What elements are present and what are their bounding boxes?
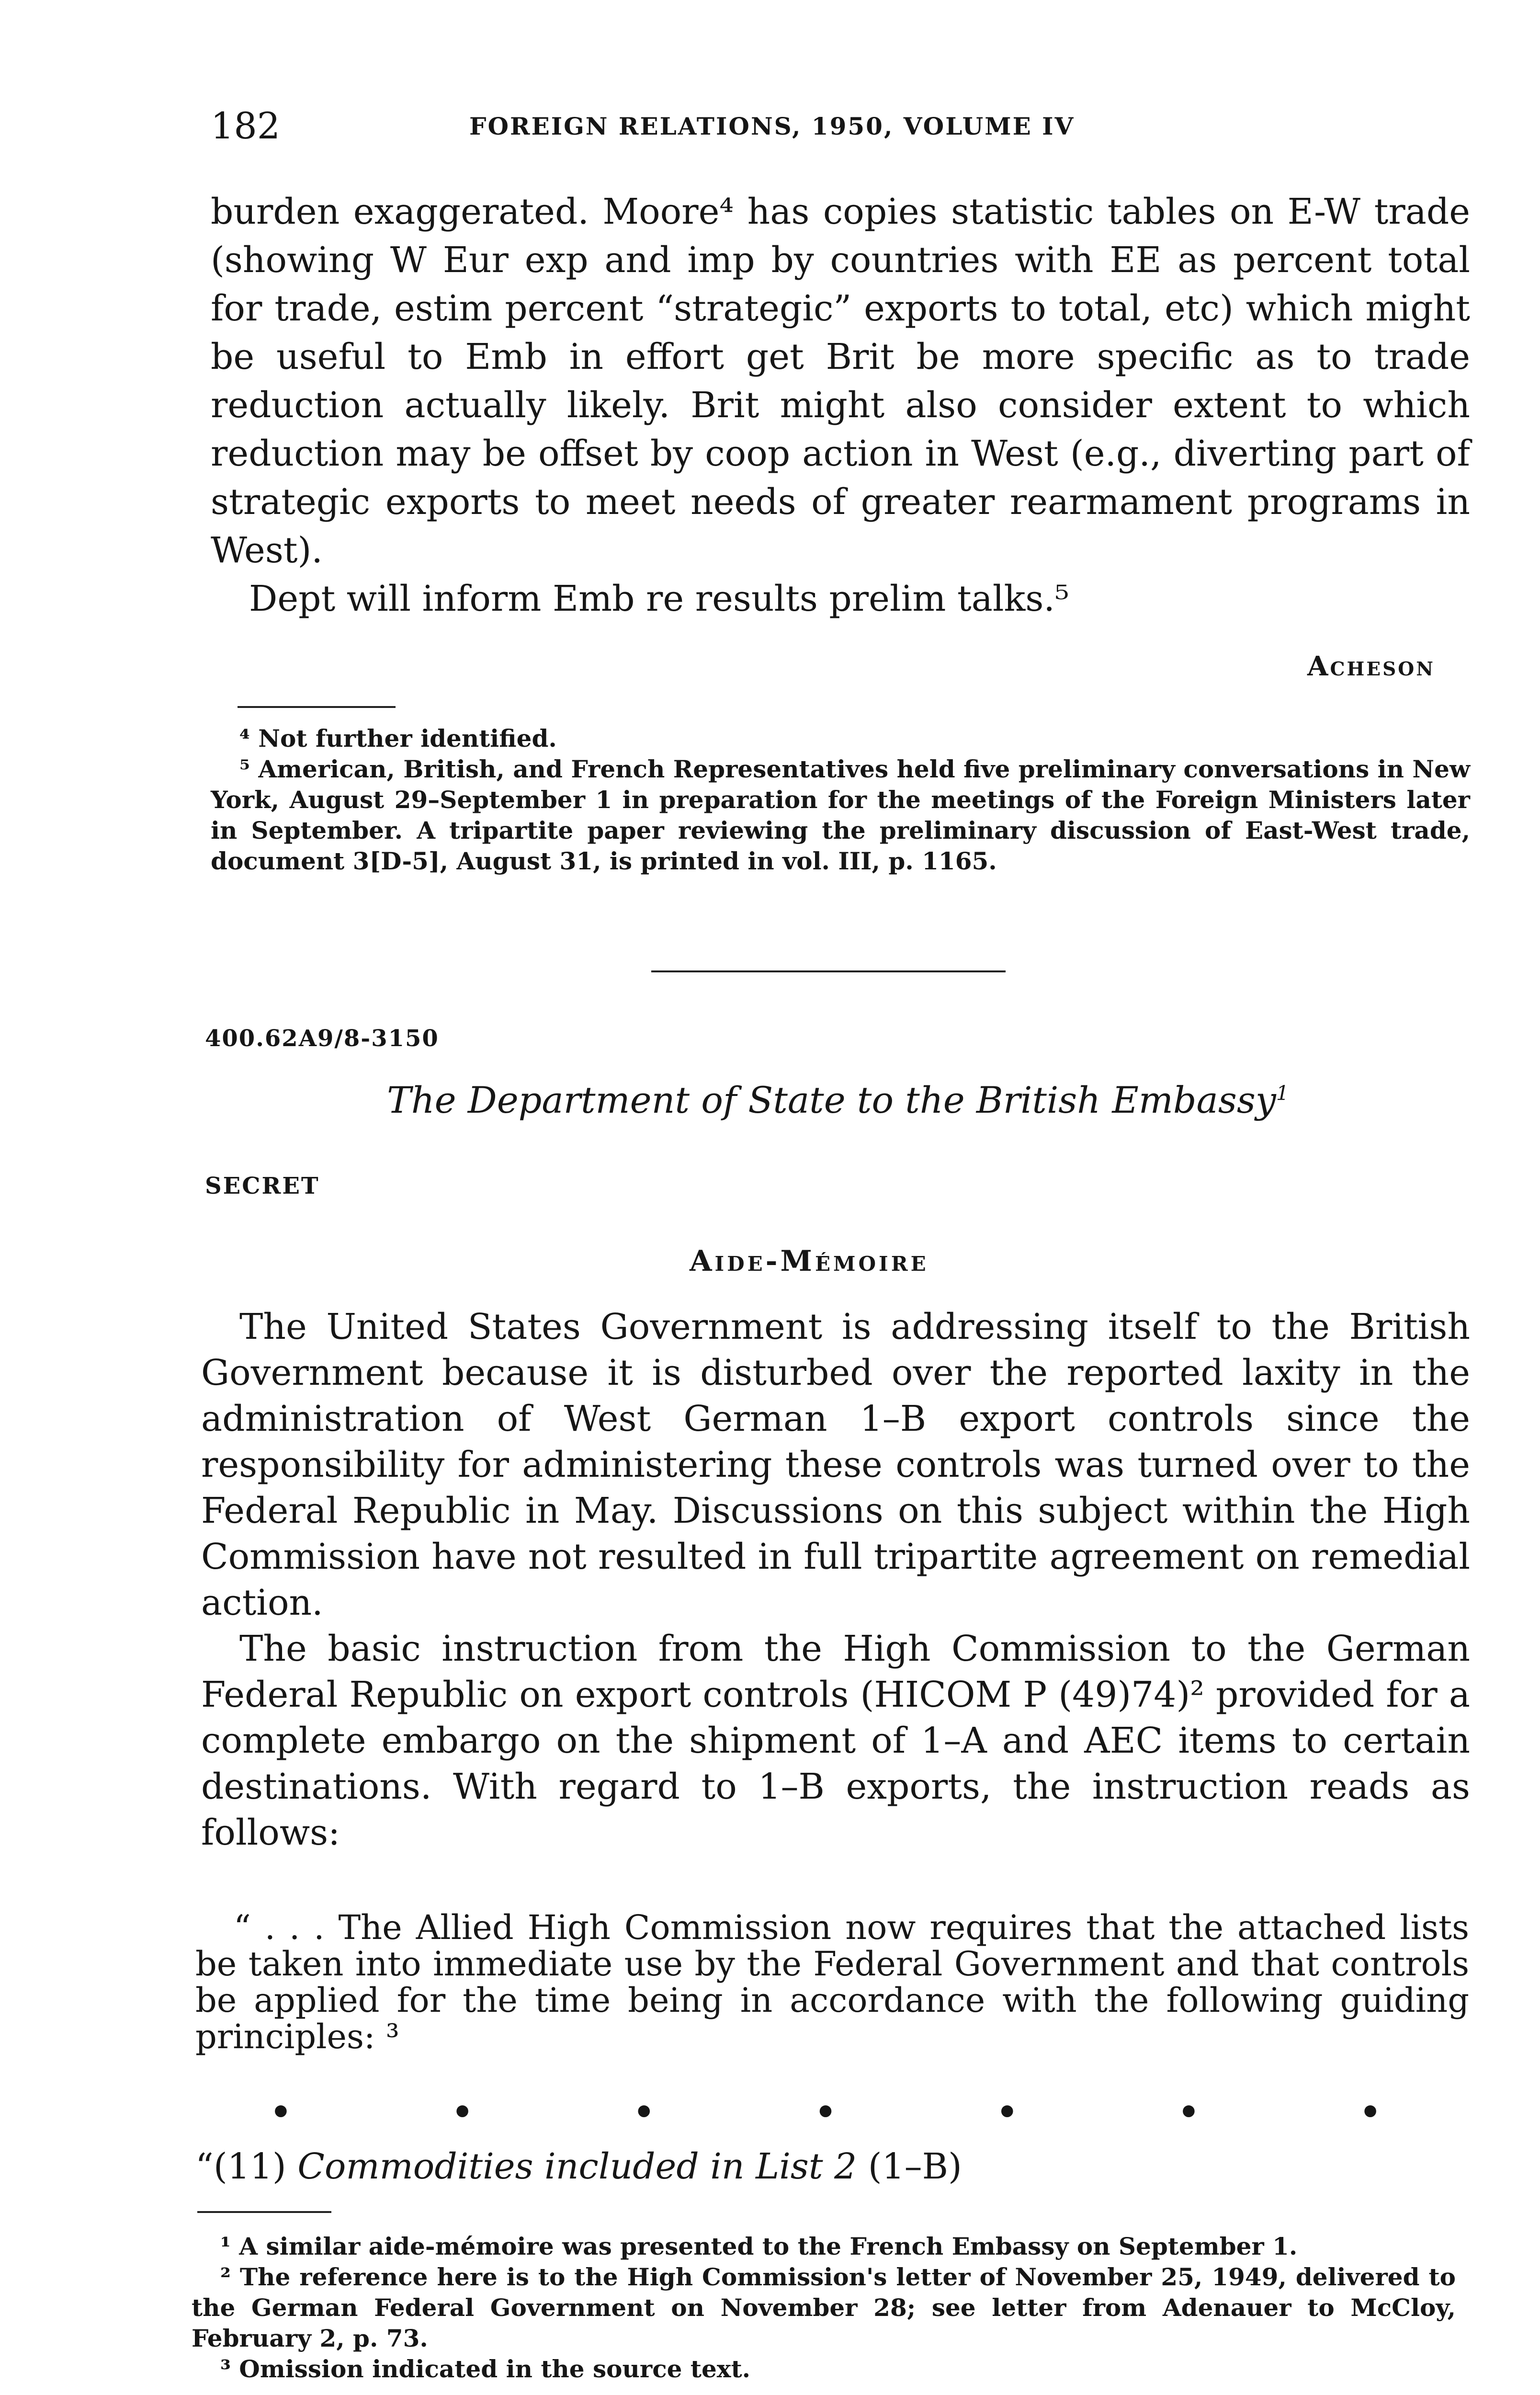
omission-dot: • — [270, 2092, 292, 2132]
signature: Acheson — [1307, 650, 1435, 682]
quote-text: “ . . . The Allied High Commission now requires that the attached lists be taken into immediate use by the Federal Government and that controls be applied for the time being in accordance with the following guiding principles: ³ — [195, 1908, 1469, 2056]
omission-dot: • — [1359, 2092, 1381, 2132]
footnote: ³ Omission indicated in the source text. — [220, 2355, 751, 2383]
continued-paragraph: burden exaggerated. Moore⁴ has copies statistic tables on E-W trade (showing W Eur exp and imp by countries with EE as percent total for trade, estim percent “strategic” exports to total, etc) which might be useful to Emb in effort get Brit be more specific as to trade reduction actually likely. Brit might also consider extent to which reduction may be offset by coop action in West (e.g., diverting part of strategic exports to meet needs of greater rearmament programs in West). — [211, 191, 1470, 571]
list-heading — [195, 2146, 962, 2187]
footnotes-top — [211, 723, 1470, 877]
footnote: ⁵ American, British, and French Representatives held five preliminary conversations in New York, August 29–September 1 in preparation for the meetings of the Foreign Ministers later in September. A tripartite paper reviewing the preliminary discussion of East-West trade, document 3[D-5], August 31, is printed in vol. III, p. 1165. — [211, 755, 1470, 875]
footnote: ¹ A similar aide-mémoire was presented to the French Embassy on September 1. — [220, 2232, 1298, 2260]
footnote: ² The reference here is to the High Commission's letter of November 25, 1949, delivered to the German Federal Government on November 28; see letter from Adenauer to McCloy, February 2, p. 73. — [192, 2263, 1456, 2352]
footnote: ⁴ Not further identified. — [239, 724, 557, 753]
page-header — [211, 104, 1470, 148]
omission-dot: • — [633, 2092, 655, 2132]
document-title — [387, 1079, 1289, 1121]
memo-body — [201, 1304, 1470, 1856]
continued-paragraph: Dept will inform Emb re results prelim talks.⁵ — [249, 578, 1069, 619]
list-heading-suffix: (1–B) — [868, 2146, 962, 2187]
omission-dot: • — [815, 2092, 837, 2132]
omission-dot: • — [452, 2092, 473, 2132]
footnotes-bottom — [192, 2231, 1456, 2384]
list-heading-title: Commodities included in List 2 — [297, 2146, 857, 2187]
running-head: FOREIGN RELATIONS, 1950, VOLUME IV — [469, 112, 1075, 140]
classification: SECRET — [205, 1173, 320, 1199]
title-footnote-mark: 1 — [1276, 1081, 1289, 1105]
memo-paragraph: The United States Government is addressing itself to the British Government because it is disturbed over the reported laxity in the administration of West German 1–B export controls since the responsibility for administering these controls was turned over to the Federal Republic in May. Discussions on this subject within the High Commission have not resulted in full tripartite agreement on remedial action. — [201, 1306, 1470, 1623]
list-heading-number: “(11) — [195, 2146, 286, 2187]
memo-paragraph: The basic instruction from the High Commission to the German Federal Republic on export controls (HICOM P (49)74)² provided for a complete embargo on the shipment of 1–A and AEC items to certain destinations. With regard to 1–B exports, the instruction reads as follows: — [201, 1628, 1470, 1853]
document-title-text: The Department of State to the British Embassy — [387, 1079, 1276, 1121]
page-number: 182 — [211, 104, 281, 147]
omission-dot: • — [996, 2092, 1018, 2132]
document-separator — [651, 970, 1006, 972]
quoted-instruction — [195, 1909, 1469, 2055]
omission-marks — [270, 2092, 1381, 2132]
footnote-rule — [197, 2211, 331, 2213]
file-number: 400.62A9/8-3150 — [205, 1025, 439, 1052]
omission-dot: • — [1178, 2092, 1200, 2132]
footnote-rule — [238, 706, 396, 708]
continued-telegram-text — [211, 188, 1470, 623]
memo-heading: Aide-Mémoire — [690, 1244, 929, 1278]
